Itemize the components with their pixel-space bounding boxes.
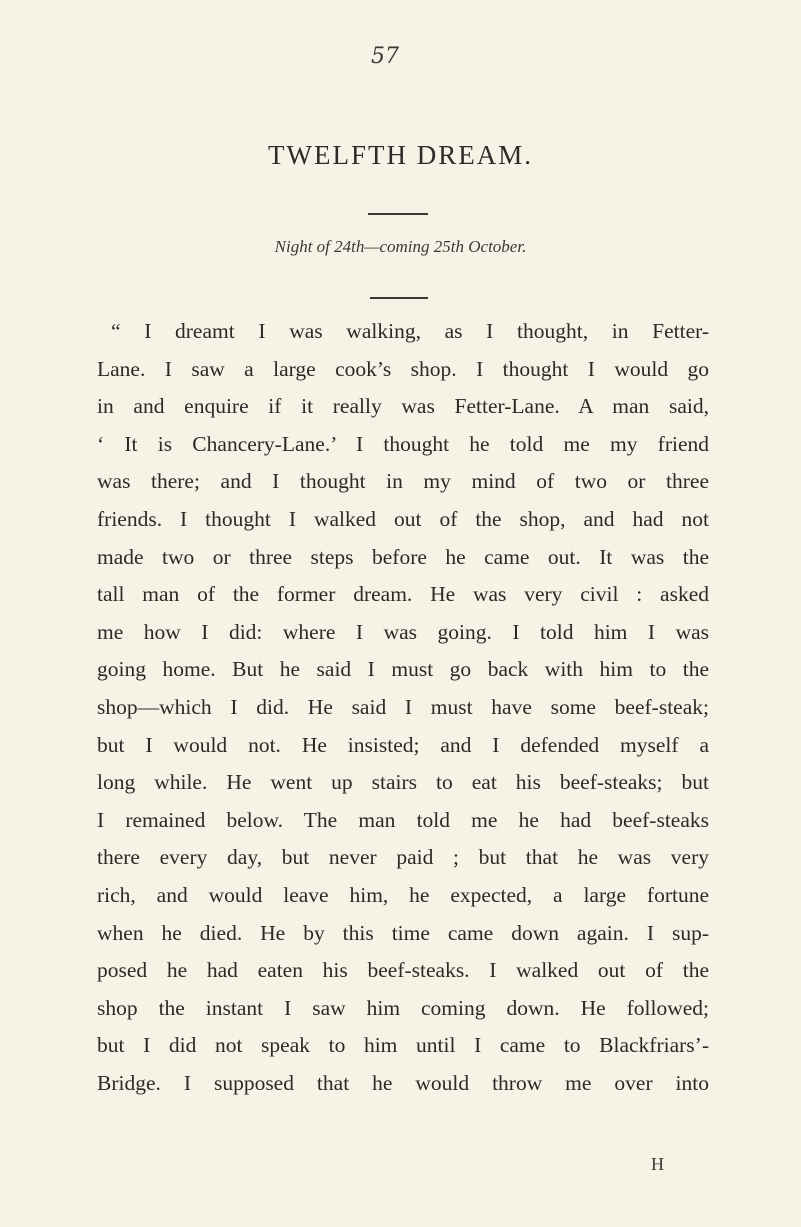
- page-number: 57: [371, 44, 399, 69]
- narrative-line: there every day, but never paid ; but that he was very: [97, 845, 709, 870]
- subtitle-divider: [370, 297, 428, 299]
- narrative-line: ‘ It is Chancery-Lane.’ I thought he told me my friend: [97, 431, 709, 456]
- narrative-line: Lane. I saw a large cook’s shop. I thought I would go: [97, 356, 709, 381]
- title-divider: [368, 213, 428, 215]
- narrative-line: made two or three steps before he came out. It was the: [97, 544, 709, 569]
- narrative-line: when he died. He by this time came down again. I sup-: [97, 920, 709, 945]
- narrative-line: long while. He went up stairs to eat his beef-steaks; but: [97, 770, 709, 795]
- narrative-line: tall man of the former dream. He was very civil : asked: [97, 582, 709, 607]
- narrative-line: me how I did: where I was going. I told him I was: [97, 619, 709, 644]
- narrative-line: Bridge. I supposed that he would throw me over into: [97, 1070, 709, 1095]
- narrative-line: but I did not speak to him until I came to Blackfriars’-: [97, 1033, 709, 1058]
- narrative-line: but I would not. He insisted; and I defended myself a: [97, 732, 709, 757]
- narrative-line: was there; and I thought in my mind of two or three: [97, 469, 709, 494]
- narrative-line: going home. But he said I must go back with him to the: [97, 657, 709, 682]
- dream-narrative: [97, 313, 709, 1102]
- narrative-line: friends. I thought I walked out of the shop, and had not: [97, 506, 709, 531]
- narrative-line: I remained below. The man told me he had beef-steaks: [97, 807, 709, 832]
- narrative-line: in and enquire if it really was Fetter-Lane. A man said,: [97, 394, 709, 419]
- narrative-line: rich, and would leave him, he expected, a large fortune: [97, 882, 709, 907]
- page-title: TWELFTH DREAM.: [268, 140, 533, 170]
- signature-mark: H: [651, 1154, 664, 1174]
- narrative-line: shop the instant I saw him coming down. He followed;: [97, 995, 709, 1020]
- narrative-line: “ I dreamt I was walking, as I thought, in Fetter-: [111, 319, 709, 343]
- narrative-line: shop—which I did. He said I must have some beef-steak;: [97, 694, 709, 719]
- dream-date-subtitle: Night of 24th—coming 25th October.: [274, 237, 527, 256]
- narrative-line: posed he had eaten his beef-steaks. I walked out of the: [97, 958, 709, 983]
